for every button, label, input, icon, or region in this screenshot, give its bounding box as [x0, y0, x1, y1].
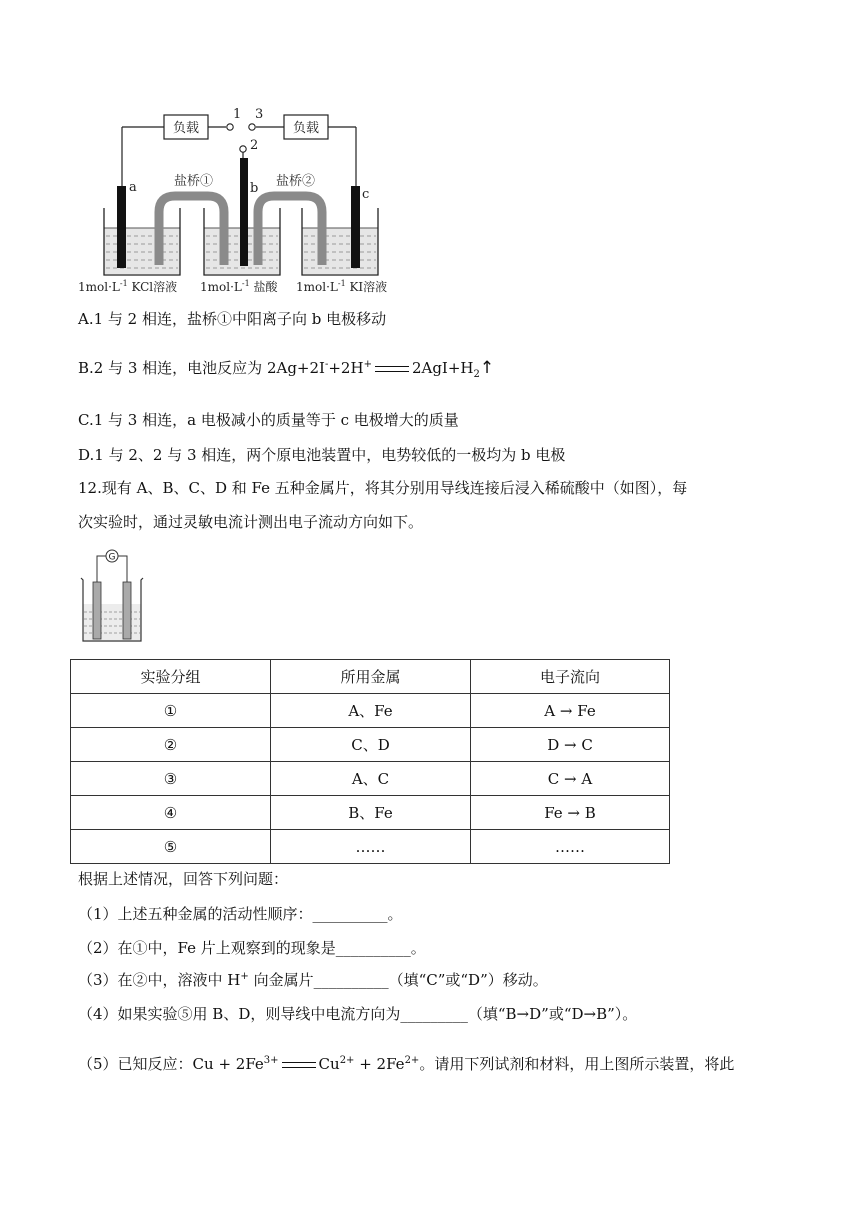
terminal-2-label: 2: [250, 138, 259, 153]
table-row: [71, 830, 670, 864]
option-b: B.2 与 3 相连，电池反应为 2Ag+2I-+2H+ $2AgI+H_2↑$: [78, 358, 495, 380]
salt-bridge-2-label: 盐桥②: [276, 174, 316, 189]
table-cell: Fe → B: [471, 796, 670, 830]
q12-sub5: （5）已知反应：$Cu + 2Fe^{3+}$ $Cu^{2+} + 2Fe^{2+}$。请用下列试剂和材料，用上图所示装置，将此: [78, 1055, 735, 1073]
load-label-left: 负载: [172, 121, 200, 136]
table-cell: D → C: [471, 728, 670, 762]
table-header-cell: 实验分组: [71, 660, 271, 694]
table-cell: ⑤: [71, 830, 271, 864]
table-header-cell: 电子流向: [471, 660, 670, 694]
salt-bridge-1-label: 盐桥①: [174, 174, 214, 189]
table-cell: B、Fe: [271, 796, 471, 830]
load-label-right: 负载: [292, 121, 320, 136]
table-cell: ①: [71, 694, 271, 728]
table-row: [71, 762, 670, 796]
table-cell: C、D: [271, 728, 471, 762]
table-row: [71, 728, 670, 762]
table-cell: A、Fe: [271, 694, 471, 728]
q12-sub2: （2）在①中，Fe 片上观察到的现象是__________。: [78, 939, 426, 957]
terminal-1-label: 1: [233, 107, 242, 122]
solution-label-kcl: $1mol\cdot L^{-1}$ KCl溶液: [78, 279, 178, 294]
solution-label-ki: $1mol\cdot L^{-1}$ KI溶液: [296, 279, 388, 294]
electrode-c-label: c: [362, 187, 370, 202]
option-c: C.1 与 3 相连，a 电极减小的质量等于 c 电极增大的质量: [78, 411, 459, 429]
q12-intro-line1: 12.现有 A、B、C、D 和 Fe 五种金属片，将其分别用导线连接后浸入稀硫酸中（如图），每: [78, 479, 688, 497]
electrode-b: [240, 158, 248, 266]
table-cell: A、C: [271, 762, 471, 796]
gas-arrow-icon: ↑: [479, 358, 495, 378]
table-cell: ③: [71, 762, 271, 796]
table-cell: ……: [271, 830, 471, 864]
table-cell: A → Fe: [471, 694, 670, 728]
table-cell: ④: [71, 796, 271, 830]
electrode-b-label: b: [250, 181, 259, 196]
q12-sub4: （4）如果实验⑤用 B、D，则导线中电流方向为_________（填“B→D”或“D→B”）。: [78, 1005, 638, 1023]
electrode-a-label: a: [129, 180, 137, 195]
solution-label-hcl: $1mol\cdot L^{-1}$ 盐酸: [200, 279, 278, 294]
electrode-c: [351, 186, 360, 268]
electrode-a: [117, 186, 126, 268]
equals-sign: [282, 1062, 316, 1068]
q12-lead: 根据上述情况，回答下列问题：: [78, 870, 289, 888]
equals-sign: [375, 366, 409, 372]
table-header-cell: 所用金属: [271, 660, 471, 694]
terminal-3-label: 3: [255, 107, 264, 122]
option-a: A.1 与 2 相连，盐桥①中阳离子向 b 电极移动: [78, 310, 387, 328]
svg-text:G: G: [108, 552, 116, 563]
table-cell: C → A: [471, 762, 670, 796]
galvanometer-beaker-diagram: [80, 544, 150, 648]
q12-sub3: （3）在②中，溶液中 H+ 向金属片__________（填“C”或“D”）移动。: [78, 971, 548, 989]
table-row: [71, 796, 670, 830]
table-cell: ……: [471, 830, 670, 864]
q12-intro-line2: 次实验时，通过灵敏电流计测出电子流动方向如下。: [78, 513, 424, 531]
salt-bridge-cell-diagram: [70, 100, 400, 300]
table-row: [71, 694, 670, 728]
q12-sub1: （1）上述五种金属的活动性顺序：__________。: [78, 905, 403, 923]
option-d: D.1 与 2、2 与 3 相连，两个原电池装置中，电势较低的一极均为 b 电极: [78, 446, 566, 464]
table-header-row: [71, 660, 670, 694]
electron-flow-table: [70, 659, 670, 864]
table-cell: ②: [71, 728, 271, 762]
